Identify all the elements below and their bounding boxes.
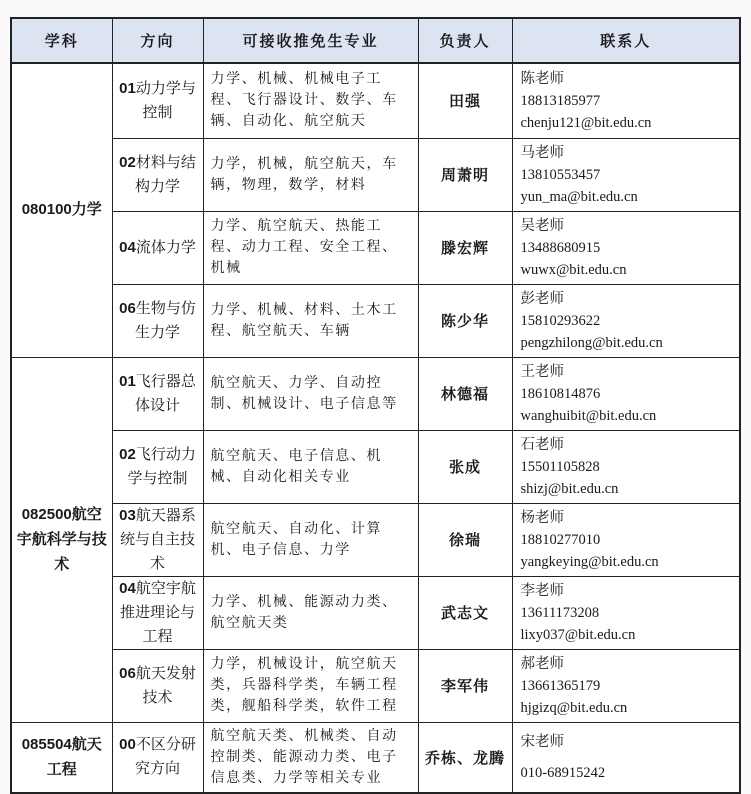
direction-cell [112,503,203,576]
contact-email: wuwx@bit.edu.cn [520,261,627,278]
contact-phone: 13611173208 [520,604,600,621]
direction-code: 01 [119,372,136,390]
direction-cell [112,722,203,793]
direction-code: 00 [119,736,136,753]
header-contact: 联系人 [512,18,740,63]
direction-name: 航天发射技术 [135,665,196,706]
majors-cell: 力学，机械设计，航空航天类，兵器科学类，车辆工程类，舰船科学类，软件工程 [203,649,418,722]
direction-code: 04 [119,238,136,256]
direction-name: 飞行器总体设计 [134,373,196,414]
direction-name: 动力学与控制 [135,80,196,121]
direction-cell [112,138,203,211]
direction-name: 飞行动力学与控制 [127,446,196,487]
subject-code: 080100 [21,201,72,219]
lead-cell: 徐瑞 [418,503,512,576]
contact-email: hjgizq@bit.edu.cn [520,699,628,716]
contact-cell [512,138,740,211]
subject-code: 085504 [21,735,72,753]
direction-name: 材料与结构力学 [134,154,196,195]
admissions-table [10,17,741,794]
majors-cell: 力学，机械，航空航天，车辆，物理，数学，材料 [203,138,418,211]
contact-email: yun_ma@bit.edu.cn [520,188,638,205]
direction-code: 06 [119,299,136,317]
contact-phone: 18610814876 [520,385,601,402]
table-row [11,722,740,793]
admissions-table-container [10,17,741,794]
contact-email: lixy037@bit.edu.cn [520,626,636,643]
lead-cell: 张成 [418,430,512,503]
contact-name: 马老师 [520,144,564,161]
direction-cell [112,576,203,649]
table-row [11,211,740,284]
direction-name: 流体力学 [135,239,196,256]
contact-cell [512,503,740,576]
direction-name: 航空宇航推进理论与工程 [119,580,196,645]
subject-name: 航空宇航科学与技术 [16,506,107,573]
subject-name: 力学 [71,202,102,219]
contact-phone: 13810553457 [520,166,601,183]
lead-cell: 乔栋、龙腾 [418,722,512,793]
contact-cell [512,284,740,357]
header-majors: 可接收推免生专业 [203,18,418,63]
contact-phone: 13488680915 [520,239,601,256]
lead-cell: 田强 [418,63,512,138]
lead-cell: 陈少华 [418,284,512,357]
table-row [11,284,740,357]
contact-cell [512,576,740,649]
contact-cell [512,722,740,793]
direction-cell [112,284,203,357]
contact-email: chenju121@bit.edu.cn [520,114,652,131]
contact-name: 陈老师 [520,70,564,87]
contact-email: yangkeying@bit.edu.cn [520,553,659,570]
majors-cell: 力学、机械、机械电子工程、飞行器设计、数学、车辆、自动化、航空航天 [203,63,418,138]
subject-cell [11,63,112,357]
lead-cell: 武志文 [418,576,512,649]
header-direction: 方向 [112,18,203,63]
lead-cell: 周萧明 [418,138,512,211]
contact-name: 郝老师 [520,655,564,672]
table-row [11,138,740,211]
contact-email: pengzhilong@bit.edu.cn [520,334,663,351]
majors-cell: 力学、机械、材料、土木工程、航空航天、车辆 [203,284,418,357]
subject-code: 082500 [21,505,72,523]
majors-cell: 力学、机械、能源动力类、航空航天类 [203,576,418,649]
subject-cell [11,722,112,793]
majors-cell: 力学、航空航天、热能工程、动力工程、安全工程、机械 [203,211,418,284]
contact-email: shizj@bit.edu.cn [520,480,619,497]
table-row [11,576,740,649]
contact-name: 宋老师 [520,733,564,750]
contact-gap [521,753,732,762]
table-row [11,649,740,722]
majors-cell: 航空航天、电子信息、机械、自动化相关专业 [203,430,418,503]
contact-name: 杨老师 [520,509,564,526]
subject-cell [11,357,112,722]
contact-cell [512,649,740,722]
direction-cell [112,63,203,138]
majors-cell: 航空航天类、机械类、自动控制类、能源动力类、电子信息类、力学等相关专业 [203,722,418,793]
header-row [11,18,740,63]
contact-cell [512,211,740,284]
direction-code: 03 [119,506,136,524]
contact-email: wanghuibit@bit.edu.cn [520,407,657,424]
contact-phone: 18813185977 [520,92,601,109]
direction-name: 航天器系统与自主技术 [119,507,196,572]
contact-cell [512,430,740,503]
direction-cell [112,211,203,284]
contact-cell [512,63,740,138]
direction-cell [112,649,203,722]
contact-name: 吴老师 [520,217,564,234]
direction-code: 04 [119,579,136,597]
contact-name: 李老师 [520,582,564,599]
majors-cell: 航空航天、自动化、计算机、电子信息、力学 [203,503,418,576]
table-row [11,63,740,138]
subject-name: 航天工程 [46,736,102,778]
lead-cell: 滕宏辉 [418,211,512,284]
lead-cell: 林德福 [418,357,512,430]
contact-phone: 18810277010 [520,531,601,548]
direction-cell [112,430,203,503]
table-row [11,430,740,503]
direction-name: 不区分研究方向 [134,737,196,777]
majors-cell: 航空航天、力学、自动控制、机械设计、电子信息等 [203,357,418,430]
header-lead: 负责人 [418,18,512,63]
contact-phone: 15501105828 [520,458,600,475]
direction-cell [112,357,203,430]
contact-phone: 13661365179 [520,677,601,694]
contact-cell [512,357,740,430]
contact-phone: 15810293622 [520,312,601,329]
contact-phone: 010-68915242 [520,764,606,781]
contact-name: 石老师 [520,436,564,453]
contact-name: 彭老师 [520,290,564,307]
direction-code: 02 [119,153,136,171]
header-subject: 学科 [11,18,112,63]
table-row [11,503,740,576]
direction-code: 02 [119,445,136,463]
direction-name: 生物与仿生力学 [134,300,196,341]
table-row [11,357,740,430]
direction-code: 01 [119,79,136,97]
contact-name: 王老师 [520,363,564,380]
lead-cell: 李军伟 [418,649,512,722]
direction-code: 06 [119,664,136,682]
